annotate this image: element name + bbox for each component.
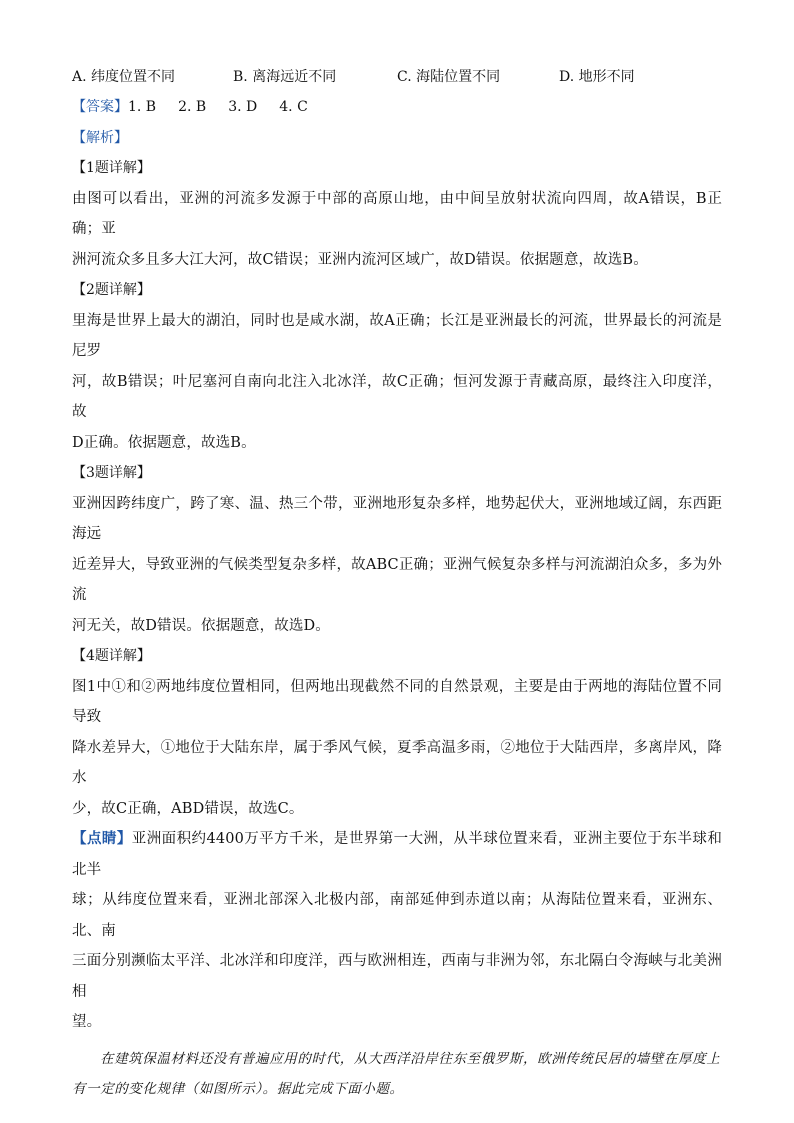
answer-2: 2. B	[178, 99, 207, 115]
answer-4: 4. C	[279, 99, 308, 115]
q4-line-3: 少，故C正确，ABD错误，故选C。	[72, 800, 304, 817]
q1-line-2: 洲河流众多且多大江大河，故C错误；亚洲内流河区域广，故D错误。依据题意，故选B。	[72, 251, 648, 268]
q1-explanation	[72, 184, 722, 276]
question-line-2: 有一定的变化规律（如图所示）。据此完成下面小题。	[72, 1080, 404, 1097]
q2-line-1: 里海是世界上最大的湖泊，同时也是咸水湖，故A正确；长江是亚洲最长的河流，世界最长的河流是尼罗	[72, 312, 722, 359]
tip-line-2: 球；从纬度位置来看，亚洲北部深入北极内部，南部延伸到赤道以南；从海陆位置来看，亚洲东、北、南	[72, 892, 722, 939]
q2-line-3: D正确。依据题意，故选B。	[72, 434, 256, 451]
answer-options	[72, 62, 722, 90]
tip-line-4: 望。	[72, 1014, 102, 1030]
tip-label: 【点睛】	[72, 830, 132, 847]
q1-heading: 【1题详解】	[72, 160, 151, 176]
q2-explanation	[72, 306, 722, 459]
answer-line	[72, 92, 722, 123]
q4-heading: 【4题详解】	[72, 648, 151, 664]
option-a: A. 纬度位置不同	[72, 69, 176, 85]
q3-line-3: 河无关，故D错误。依据题意，故选D。	[72, 617, 330, 634]
q4-line-2: 降水差异大，①地位于大陆东岸，属于季风气候，夏季高温多雨，②地位于大陆西岸，多离岸风，降水	[72, 739, 722, 786]
tip-line-3: 三面分别濒临太平洋、北冰洋和印度洋，西与欧洲相连，西南与非洲为邻，东北隔白令海峡与北美洲相	[72, 953, 722, 1000]
question-line-1: 在建筑保温材料还没有普遍应用的时代，从大西洋沿岸往东至俄罗斯，欧洲传统民居的墙壁在厚度上	[100, 1050, 721, 1067]
q3-line-1: 亚洲因跨纬度广，跨了寒、温、热三个带，亚洲地形复杂多样，地势起伏大，亚洲地域辽阔，东西距海远	[72, 495, 722, 542]
option-d: D. 地形不同	[559, 69, 635, 85]
q3-explanation	[72, 489, 722, 642]
option-c: C. 海陆位置不同	[397, 69, 501, 85]
answer-label: 【答案】	[72, 99, 128, 115]
q2-line-2: 河，故B错误；叶尼塞河自南向北注入北冰洋，故C正确；恒河发源于青藏高原，最终注入印度洋，故	[72, 373, 722, 420]
option-b: B. 离海远近不同	[233, 69, 337, 85]
q2-heading: 【2题详解】	[72, 282, 151, 298]
next-question-stem	[72, 1044, 722, 1104]
answer-1: 1. B	[128, 99, 157, 115]
answer-3: 3. D	[228, 99, 258, 115]
q3-heading: 【3题详解】	[72, 465, 151, 481]
tip-line-1	[72, 824, 722, 885]
q4-explanation	[72, 672, 722, 825]
q1-line-1: 由图可以看出，亚洲的河流多发源于中部的高原山地，由中间呈放射状流向四周，故A错误，B正确；亚	[72, 190, 722, 237]
tip-section	[72, 824, 722, 1038]
tip-line-1-text: 亚洲面积约4400万平方千米，是世界第一大洲，从半球位置来看，亚洲主要位于东半球和北半	[72, 831, 722, 878]
document-page	[72, 62, 722, 1104]
analysis-label: 【解析】	[72, 129, 128, 146]
q4-line-1: 图1中①和②两地纬度位置相同，但两地出现截然不同的自然景观，主要是由于两地的海陆位置不同导致	[72, 678, 722, 725]
q3-line-2: 近差异大，导致亚洲的气候类型复杂多样，故ABC正确；亚洲气候复杂多样与河流湖泊众多，多为外流	[72, 556, 722, 603]
